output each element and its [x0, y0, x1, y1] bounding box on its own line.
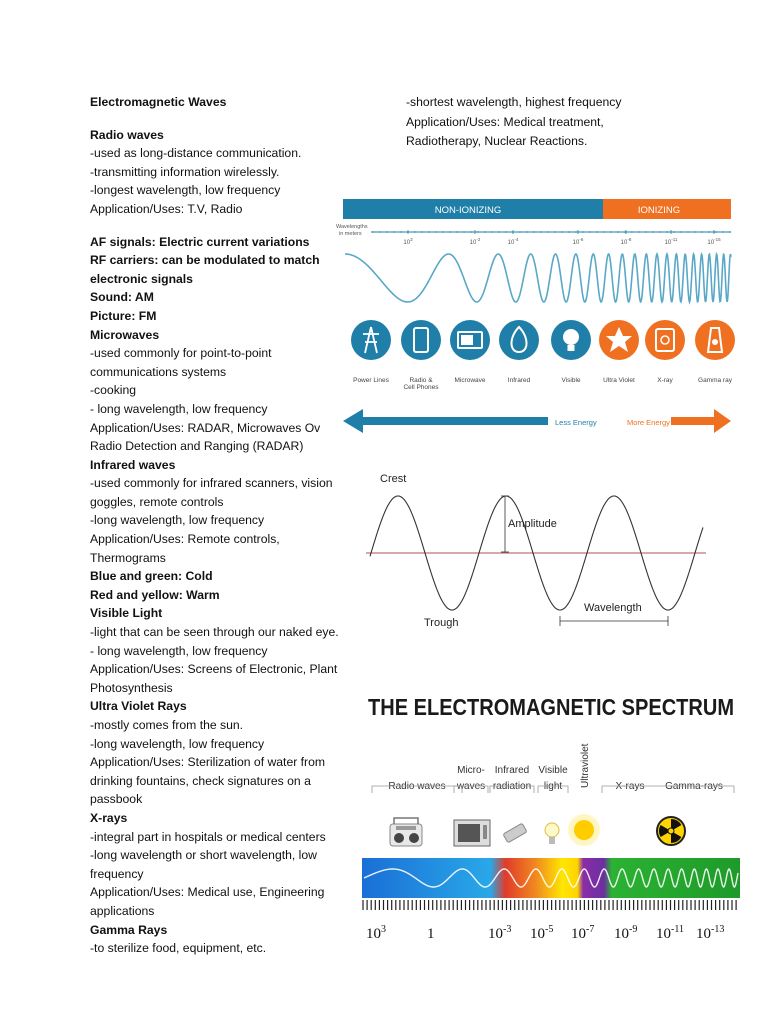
light-bulb-icon [551, 320, 591, 360]
ionizing-label: IONIZING [637, 205, 681, 216]
text-line: -used commonly for point-to-point [90, 346, 272, 361]
text-line: Radio Detection and Ranging (RADAR) [90, 439, 304, 454]
icon-label: Microwave [454, 377, 486, 384]
text-line: -cooking [90, 383, 137, 398]
bulb-glyph [563, 329, 579, 345]
section-heading: Radio waves [90, 127, 164, 142]
text-line: communications systems [90, 364, 227, 379]
radiation-dot [712, 339, 718, 345]
wavelength-axis-label: Wavelengths [336, 224, 368, 230]
tick-base: 1 [427, 926, 435, 942]
spectrum-title: THE ELECTROMAGNETIC SPECTRUM [368, 694, 734, 720]
tick-base: 10 [620, 240, 628, 246]
text-line: passbook [90, 792, 143, 807]
tick-exponent: -15 [714, 237, 721, 242]
tick-exponent: -2 [476, 237, 481, 242]
right-text-column [406, 93, 736, 152]
gamma-description-line: -shortest wavelength, highest frequency [406, 95, 622, 109]
icon-label-line2: Cell Phones [403, 384, 439, 391]
band-label: Ultraviolet [580, 743, 591, 788]
gamma-uses-line-2: Radiotherapy, Nuclear Reactions. [406, 134, 588, 148]
text-line: Application/Uses: RADAR, Microwaves Ov [90, 420, 321, 435]
section-heading: Microwaves [90, 327, 160, 342]
tick-exponent: -13 [711, 924, 725, 935]
trough-label: Trough [424, 617, 459, 629]
band-label: Radio waves [388, 781, 446, 792]
electromagnetic-spectrum-figure [358, 680, 744, 950]
tick-base: 10 [664, 240, 672, 246]
tick-base: 10 [572, 240, 580, 246]
icon-circle [351, 320, 391, 360]
chirp-wave [345, 254, 731, 302]
left-text-column [90, 93, 360, 958]
tick-exponent: -3 [503, 924, 512, 935]
band-label: Infrared [494, 765, 530, 776]
non-ionizing-label: NON-IONIZING [434, 205, 502, 216]
tick-base: 10 [707, 240, 715, 246]
microwave-oven-icon [454, 820, 490, 846]
microwave-window [461, 335, 473, 345]
section-heading: X-rays [90, 810, 128, 825]
radiation-icon [657, 817, 685, 845]
wave-anatomy-figure [358, 460, 718, 645]
text-line: -mostly comes from the sun. [90, 718, 244, 732]
band-label-line2: light [543, 781, 563, 792]
flame-icon [499, 320, 539, 360]
tick-base: 10 [366, 926, 381, 942]
section-heading: Sound: AM [90, 290, 154, 305]
icon-circle [401, 320, 441, 360]
text-line: -to sterilize food, equipment, etc. [90, 941, 267, 956]
bulb-base [568, 345, 575, 351]
section-heading: electronic signals [90, 271, 193, 286]
tick-exponent: -4 [514, 237, 519, 242]
section-heading: Visible Light [90, 606, 163, 621]
tick-base: 10 [488, 926, 503, 942]
text-line: applications [90, 903, 155, 918]
text-line: - long wavelength, low frequency [90, 643, 268, 658]
source-icons-row [351, 320, 735, 391]
icon-label: Gamma ray [698, 377, 732, 384]
tick-base: 10 [656, 926, 671, 942]
wavelength-tick-label [665, 237, 678, 246]
amplitude-label: Amplitude [508, 518, 557, 530]
tick-base: 10 [469, 240, 477, 246]
text-line: drinking fountains, check signatures on a [90, 773, 311, 788]
text-line: Thermograms [90, 550, 166, 565]
tick-base: 10 [530, 926, 545, 942]
crest-label: Crest [380, 473, 407, 485]
tick-exponent: -5 [545, 924, 554, 935]
ionizing-spectrum-figure [333, 195, 741, 440]
text-line: -light that can be seen through our naked eye. [90, 625, 339, 640]
section-heading: Red and yellow: Warm [90, 587, 220, 602]
tick-exponent: -11 [671, 237, 678, 242]
wavelength-tick-label [403, 237, 413, 246]
band-label: Micro- [457, 765, 485, 776]
band-label: Visible [538, 765, 568, 776]
band-label: Gamma-rays [665, 781, 723, 792]
text-line: -transmitting information wirelessly. [90, 164, 280, 179]
wavelength-tick-label [470, 237, 481, 246]
x-ray-icon [645, 320, 685, 360]
text-line: Application/Uses: Medical use, Engineering [90, 885, 325, 900]
icon-label: Visible [561, 377, 581, 384]
text-line: -long wavelength, low frequency [90, 736, 265, 751]
less-energy-arrow [343, 409, 548, 433]
text-line: -long wavelength, low frequency [90, 513, 265, 528]
less-energy-label: Less Energy [555, 418, 597, 427]
section-heading: Infrared waves [90, 457, 176, 472]
power-lines-icon [351, 320, 391, 360]
section-heading: Gamma Rays [90, 922, 168, 937]
spectrum-tick-label [427, 926, 435, 942]
tick-exponent: 3 [410, 237, 413, 242]
text-line: -integral part in hospitals or medical centers [90, 829, 326, 844]
text-line: -long wavelength or short wavelength, low [90, 848, 317, 863]
tick-exponent: -9 [629, 924, 638, 935]
text-line: -longest wavelength, low frequency [90, 183, 281, 198]
band-label-line2: radiation [492, 781, 532, 792]
wavelength-tick-label [508, 237, 519, 246]
tick-base: 10 [614, 926, 629, 942]
text-line: Application/Uses: T.V, Radio [90, 201, 243, 216]
section-heading: RF carriers: can be modulated to match [90, 253, 320, 268]
tick-exponent: -7 [586, 924, 595, 935]
text-line: Application/Uses: Sterilization of water from [90, 755, 326, 770]
wavelength-axis-unit: in meters [339, 231, 362, 237]
text-line: Application/Uses: Remote controls, [90, 532, 280, 547]
microwave-icon [450, 320, 490, 360]
icon-label: Ultra Violet [603, 377, 635, 384]
tick-base: 10 [571, 926, 586, 942]
tick-exponent: -6 [579, 237, 584, 242]
icon-circle [645, 320, 685, 360]
gamma-uses-line: Application/Uses: Medical treatment, [406, 114, 604, 129]
wavelength-tick-label [707, 237, 721, 246]
tick-exponent: -8 [627, 237, 632, 242]
tick-base: 10 [403, 240, 411, 246]
text-line: frequency [90, 866, 144, 881]
section-heading: Electromagnetic Waves [90, 95, 227, 109]
text-line: -used commonly for infrared scanners, vision [90, 476, 333, 491]
section-heading: AF signals: Electric current variations [90, 234, 310, 249]
wavelength-label: Wavelength [584, 602, 642, 614]
section-heading: Picture: FM [90, 308, 157, 323]
icon-label: Power Lines [353, 377, 389, 384]
more-energy-arrow [671, 409, 731, 433]
sun-icon [568, 814, 600, 846]
section-heading: Blue and green: Cold [90, 569, 213, 584]
icon-label: X-ray [657, 377, 673, 384]
tick-base: 10 [696, 926, 711, 942]
sun-icon [599, 320, 639, 360]
band-label-line2: waves [456, 781, 486, 792]
radiation-icon [695, 320, 735, 360]
cell-phone-icon [401, 320, 441, 360]
section-heading: Ultra Violet Rays [90, 699, 187, 714]
band-label: X-rays [615, 781, 645, 792]
wavelength-tick-label [573, 237, 584, 246]
tick-exponent: 3 [381, 924, 386, 935]
spacer [90, 112, 360, 126]
more-energy-label: More Energy [627, 418, 670, 427]
icon-label: Radio & [409, 377, 433, 384]
text-line: goggles, remote controls [90, 494, 224, 509]
text-line: Photosynthesis [90, 680, 173, 695]
spacer [90, 219, 360, 233]
text-line: Application/Uses: Screens of Electronic, Plant [90, 662, 338, 677]
wavelength-tick-label [621, 237, 632, 246]
spectrum-color-band [362, 858, 740, 898]
icon-label: Infrared [507, 377, 531, 384]
text-line: - long wavelength, low frequency [90, 401, 268, 416]
tick-exponent: -11 [671, 924, 684, 935]
text-line: -used as long-distance communication. [90, 146, 302, 161]
tick-base: 10 [507, 240, 515, 246]
